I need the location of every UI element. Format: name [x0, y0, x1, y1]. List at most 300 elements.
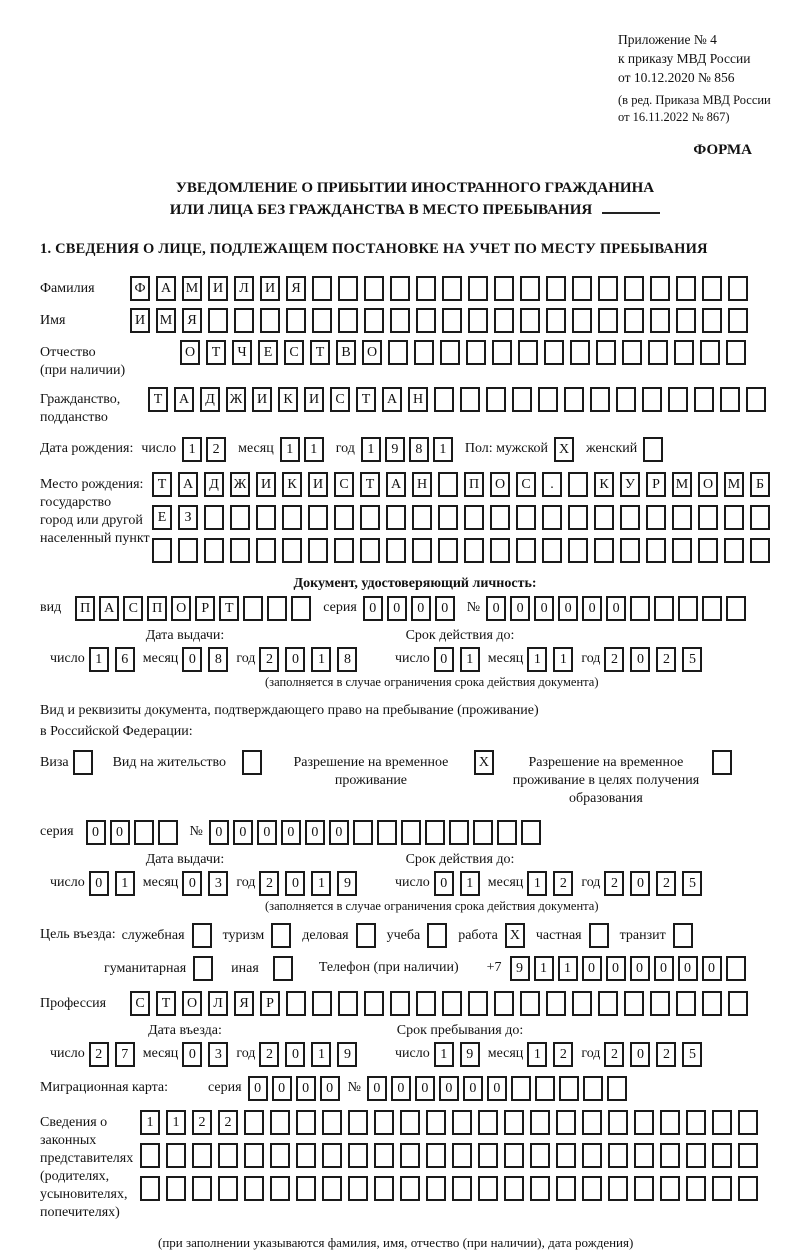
field-citizenship [40, 387, 790, 427]
day-label: число [50, 651, 85, 666]
char-cell [608, 1143, 628, 1168]
birth-day-cells [182, 437, 226, 462]
char-cell: И [252, 387, 272, 412]
month-label: месяц [142, 875, 179, 890]
char-cell [521, 820, 541, 845]
char-cell [364, 308, 384, 333]
char-cell [738, 1143, 758, 1168]
char-cell: 1 [527, 647, 547, 672]
char-cell: И [308, 472, 328, 497]
char-cell: 1 [89, 647, 109, 672]
char-cell: Я [182, 308, 202, 333]
char-cell [427, 923, 447, 948]
char-cell [192, 1143, 212, 1168]
birth-date-label: Дата рождения: [40, 441, 134, 456]
char-cell [598, 308, 618, 333]
doc-kind-cells [75, 596, 311, 621]
char-cell [486, 387, 506, 412]
char-cell [291, 596, 311, 621]
char-cell: 2 [259, 647, 279, 672]
sex-male-label: Пол: мужской [464, 441, 549, 456]
char-cell [634, 1176, 654, 1201]
char-cell [401, 820, 421, 845]
char-cell: Л [234, 276, 254, 301]
char-cell: 1 [553, 647, 573, 672]
char-cell: А [156, 276, 176, 301]
char-cell: 0 [285, 647, 305, 672]
char-cell: 0 [285, 871, 305, 896]
char-cell: 0 [415, 1076, 435, 1101]
field-migration-card [40, 1076, 790, 1101]
char-cell: С [130, 991, 150, 1016]
char-cell [400, 1176, 420, 1201]
header-line: Приложение № 4 [618, 32, 717, 47]
issue-year-cells [259, 871, 357, 896]
char-cell [728, 991, 748, 1016]
char-cell: 2 [89, 1042, 109, 1067]
char-cell [140, 1143, 160, 1168]
char-cell [312, 991, 332, 1016]
char-cell [556, 1110, 576, 1135]
char-cell [412, 538, 432, 563]
char-cell [648, 340, 668, 365]
char-cell [511, 1076, 531, 1101]
char-cell [738, 1110, 758, 1135]
birth-place-row1 [152, 472, 770, 497]
year-label: год [335, 441, 355, 456]
char-cell [607, 1076, 627, 1101]
char-cell: У [620, 472, 640, 497]
char-cell [624, 991, 644, 1016]
char-cell [377, 820, 397, 845]
char-cell [650, 991, 670, 1016]
char-cell [674, 340, 694, 365]
validity-date-col [385, 627, 790, 672]
representatives-row2 [140, 1143, 758, 1168]
char-cell [438, 538, 458, 563]
char-cell [158, 820, 178, 845]
char-cell [646, 538, 666, 563]
validity-day-cells [434, 871, 480, 896]
char-cell [286, 991, 306, 1016]
char-cell [589, 923, 609, 948]
birth-place-row2 [152, 505, 770, 530]
sex-female-label: женский [586, 441, 638, 456]
char-cell: И [208, 276, 228, 301]
char-cell: 0 [305, 820, 325, 845]
month-label: месяц [142, 1046, 179, 1061]
char-cell [624, 308, 644, 333]
phone-label: Телефон (при наличии) [318, 960, 459, 975]
char-cell [572, 308, 592, 333]
field-patronymic [40, 340, 790, 380]
stay-until-col [385, 1022, 790, 1067]
char-cell [598, 276, 618, 301]
char-cell: 0 [387, 596, 407, 621]
char-cell [594, 505, 614, 530]
number-label: № [189, 824, 203, 839]
profession-cells [130, 991, 748, 1016]
char-cell: 0 [182, 647, 202, 672]
doc-number-cells [486, 596, 746, 621]
char-cell [390, 308, 410, 333]
char-cell [698, 505, 718, 530]
option-visa: Виза [40, 750, 93, 775]
char-cell [728, 308, 748, 333]
char-cell [270, 1176, 290, 1201]
field-given-name [40, 308, 790, 333]
char-cell [478, 1143, 498, 1168]
day-label: число [50, 875, 85, 890]
char-cell: Т [152, 472, 172, 497]
char-cell: 9 [337, 871, 357, 896]
char-cell [452, 1176, 472, 1201]
char-cell: Д [200, 387, 220, 412]
purpose-business-checkbox [356, 923, 376, 948]
visa-checkbox [73, 750, 93, 775]
char-cell: 0 [678, 956, 698, 981]
representatives-label: Сведения о законных представителях (родителях, усыновителях, попечителях) [40, 1115, 134, 1220]
char-cell [698, 538, 718, 563]
char-cell [516, 538, 536, 563]
char-cell [650, 308, 670, 333]
char-cell: В [336, 340, 356, 365]
char-cell: 0 [182, 1042, 202, 1067]
form-title-line2-wrap [40, 199, 790, 221]
purpose-official-checkbox [192, 923, 212, 948]
char-cell [464, 505, 484, 530]
day-label: число [50, 1046, 85, 1061]
visit-purpose-line2 [104, 956, 790, 981]
char-cell [520, 308, 540, 333]
purpose-humanitarian-checkbox [193, 956, 213, 981]
char-cell [542, 505, 562, 530]
char-cell [273, 956, 293, 981]
char-cell: . [542, 472, 562, 497]
char-cell [334, 505, 354, 530]
char-cell [494, 308, 514, 333]
char-cell [676, 991, 696, 1016]
temp-residence-checkbox [474, 750, 494, 775]
char-cell [374, 1143, 394, 1168]
purpose-business: деловая [302, 923, 375, 948]
char-cell: 1 [311, 1042, 331, 1067]
char-cell: 2 [604, 1042, 624, 1067]
char-cell [218, 1176, 238, 1201]
char-cell [556, 1176, 576, 1201]
representatives-note: (при заполнении указываются фамилия, имя, отчество (при наличии), дата рождения) [158, 1235, 634, 1250]
series-label: серия [208, 1080, 242, 1095]
issue-day-cells [89, 647, 135, 672]
char-cell [686, 1110, 706, 1135]
day-label: число [141, 441, 177, 456]
char-cell [466, 340, 486, 365]
char-cell [425, 820, 445, 845]
purpose-transit: транзит [620, 923, 693, 948]
char-cell: 1 [361, 437, 381, 462]
char-cell: Р [195, 596, 215, 621]
title-underline [602, 200, 660, 214]
char-cell [440, 340, 460, 365]
char-cell [712, 1176, 732, 1201]
char-cell [73, 750, 93, 775]
char-cell: С [334, 472, 354, 497]
char-cell [478, 1176, 498, 1201]
header-line: к приказу МВД России [618, 51, 751, 66]
char-cell: 0 [272, 1076, 292, 1101]
char-cell [702, 276, 722, 301]
option-temp-residence: Разрешение на временное проживание X [276, 750, 494, 790]
char-cell [660, 1143, 680, 1168]
char-cell: 2 [656, 871, 676, 896]
char-cell [312, 308, 332, 333]
identity-doc-dates [40, 627, 790, 690]
year-label: год [581, 1046, 601, 1061]
char-cell: 9 [385, 437, 405, 462]
char-cell [608, 1176, 628, 1201]
char-cell [426, 1110, 446, 1135]
char-cell: Т [156, 991, 176, 1016]
issue-date-col [40, 851, 385, 896]
char-cell [750, 538, 770, 563]
char-cell [360, 505, 380, 530]
char-cell [353, 820, 373, 845]
purpose-official: служебная [122, 923, 212, 948]
char-cell [530, 1143, 550, 1168]
validity-day-cells [434, 647, 480, 672]
char-cell: 0 [630, 871, 650, 896]
char-cell [204, 505, 224, 530]
char-cell: 0 [486, 596, 506, 621]
char-cell [414, 340, 434, 365]
char-cell [134, 820, 154, 845]
char-cell [270, 1110, 290, 1135]
migration-number-cells [367, 1076, 627, 1101]
char-cell: 9 [337, 1042, 357, 1067]
char-cell [234, 308, 254, 333]
char-cell [386, 505, 406, 530]
char-cell: 2 [553, 871, 573, 896]
purpose-private: частная [536, 923, 609, 948]
purpose-work: работа X [458, 923, 525, 948]
char-cell: М [156, 308, 176, 333]
char-cell: 2 [259, 1042, 279, 1067]
char-cell: 0 [582, 956, 602, 981]
visit-purpose-label: Цель въезда: [40, 927, 116, 942]
char-cell [449, 820, 469, 845]
char-cell [416, 276, 436, 301]
char-cell: Т [219, 596, 239, 621]
char-cell: П [464, 472, 484, 497]
char-cell [538, 387, 558, 412]
char-cell [694, 387, 714, 412]
char-cell: 0 [248, 1076, 268, 1101]
entry-heading: Дата въезда: [148, 1023, 222, 1038]
char-cell: 0 [630, 956, 650, 981]
char-cell [572, 991, 592, 1016]
char-cell: К [594, 472, 614, 497]
series-label: серия [40, 824, 74, 839]
char-cell: Е [258, 340, 278, 365]
char-cell: 1 [166, 1110, 186, 1135]
phone-cells [510, 956, 746, 981]
char-cell: 7 [115, 1042, 135, 1067]
validity-date-col [385, 851, 790, 896]
char-cell: 1 [534, 956, 554, 981]
citizenship-cells [148, 387, 766, 412]
month-label: месяц [487, 651, 524, 666]
char-cell [271, 923, 291, 948]
char-cell: П [75, 596, 95, 621]
char-cell: Д [204, 472, 224, 497]
profession-label: Профессия [40, 996, 107, 1011]
purpose-transit-checkbox [673, 923, 693, 948]
char-cell [152, 538, 172, 563]
header-amendment-line: (в ред. Приказа МВД России [618, 93, 771, 107]
char-cell [630, 596, 650, 621]
year-label: год [236, 875, 256, 890]
purpose-study: учеба [387, 923, 448, 948]
issue-date-col [40, 627, 385, 672]
char-cell [596, 340, 616, 365]
char-cell: 1 [115, 871, 135, 896]
char-cell: 1 [527, 1042, 547, 1067]
char-cell: 0 [89, 871, 109, 896]
field-representatives [40, 1110, 790, 1251]
char-cell: 2 [218, 1110, 238, 1135]
char-cell [634, 1143, 654, 1168]
char-cell [564, 387, 584, 412]
char-cell [452, 1110, 472, 1135]
char-cell [208, 308, 228, 333]
char-cell: 9 [460, 1042, 480, 1067]
char-cell [322, 1176, 342, 1201]
migration-card-label: Миграционная карта: [40, 1080, 169, 1095]
option-temp-residence-education: Разрешение на временное проживание в целях получения образования [508, 750, 732, 808]
char-cell [568, 472, 588, 497]
birth-place-label: Место рождения: государство город или другой населенный пункт [40, 477, 150, 546]
char-cell: 5 [682, 871, 702, 896]
char-cell [572, 276, 592, 301]
char-cell: 8 [208, 647, 228, 672]
char-cell: М [724, 472, 744, 497]
char-cell [494, 991, 514, 1016]
char-cell [388, 340, 408, 365]
char-cell [442, 308, 462, 333]
char-cell [494, 276, 514, 301]
char-cell [570, 340, 590, 365]
char-cell [746, 387, 766, 412]
char-cell [464, 538, 484, 563]
char-cell [348, 1110, 368, 1135]
char-cell [267, 596, 287, 621]
month-label: месяц [238, 441, 274, 456]
char-cell [218, 1143, 238, 1168]
entry-year-cells [259, 1042, 357, 1067]
char-cell [452, 1143, 472, 1168]
char-cell: И [260, 276, 280, 301]
char-cell [668, 387, 688, 412]
char-cell [559, 1076, 579, 1101]
doc-kind-label: вид [40, 600, 62, 615]
stay-day-cells [434, 1042, 480, 1067]
char-cell [374, 1176, 394, 1201]
char-cell: 0 [329, 820, 349, 845]
char-cell: С [284, 340, 304, 365]
char-cell [750, 505, 770, 530]
issue-heading: Дата выдачи: [145, 852, 225, 867]
char-cell [660, 1176, 680, 1201]
stay-year-cells [604, 1042, 702, 1067]
header-amendment-line: от 16.11.2022 № 867) [618, 110, 730, 124]
char-cell: О [490, 472, 510, 497]
char-cell [416, 308, 436, 333]
char-cell: 0 [296, 1076, 316, 1101]
char-cell: 2 [259, 871, 279, 896]
char-cell: 1 [182, 437, 202, 462]
char-cell [364, 276, 384, 301]
char-cell: 2 [656, 1042, 676, 1067]
given-name-cells [130, 308, 748, 333]
char-cell [646, 505, 666, 530]
char-cell [256, 538, 276, 563]
char-cell [594, 538, 614, 563]
char-cell [678, 596, 698, 621]
char-cell [322, 1110, 342, 1135]
issue-month-cells [182, 647, 228, 672]
sex-male-checkbox [554, 437, 574, 462]
char-cell [672, 538, 692, 563]
char-cell: Р [260, 991, 280, 1016]
char-cell: 3 [208, 1042, 228, 1067]
char-cell [590, 387, 610, 412]
char-cell [356, 923, 376, 948]
char-cell [166, 1176, 186, 1201]
char-cell: 0 [320, 1076, 340, 1101]
char-cell [672, 505, 692, 530]
char-cell [296, 1176, 316, 1201]
char-cell: С [330, 387, 350, 412]
number-label: № [466, 600, 481, 615]
char-cell: И [304, 387, 324, 412]
char-cell [620, 538, 640, 563]
representatives-row3 [140, 1176, 758, 1201]
header-amendment [618, 92, 790, 126]
char-cell: 1 [311, 647, 331, 672]
char-cell [582, 1143, 602, 1168]
char-cell: 1 [280, 437, 300, 462]
char-cell: 5 [682, 647, 702, 672]
char-cell [608, 1110, 628, 1135]
char-cell [478, 1110, 498, 1135]
char-cell [230, 505, 250, 530]
issue-day-cells [89, 871, 135, 896]
char-cell [400, 1110, 420, 1135]
char-cell [702, 596, 722, 621]
char-cell [497, 820, 517, 845]
char-cell: 0 [434, 871, 454, 896]
entry-month-cells [182, 1042, 228, 1067]
char-cell: 0 [86, 820, 106, 845]
char-cell: М [182, 276, 202, 301]
char-cell [230, 538, 250, 563]
char-cell [726, 340, 746, 365]
purpose-other: иная [231, 956, 293, 981]
char-cell: О [182, 991, 202, 1016]
char-cell [192, 1176, 212, 1201]
char-cell [654, 596, 674, 621]
purpose-work-checkbox [505, 923, 525, 948]
